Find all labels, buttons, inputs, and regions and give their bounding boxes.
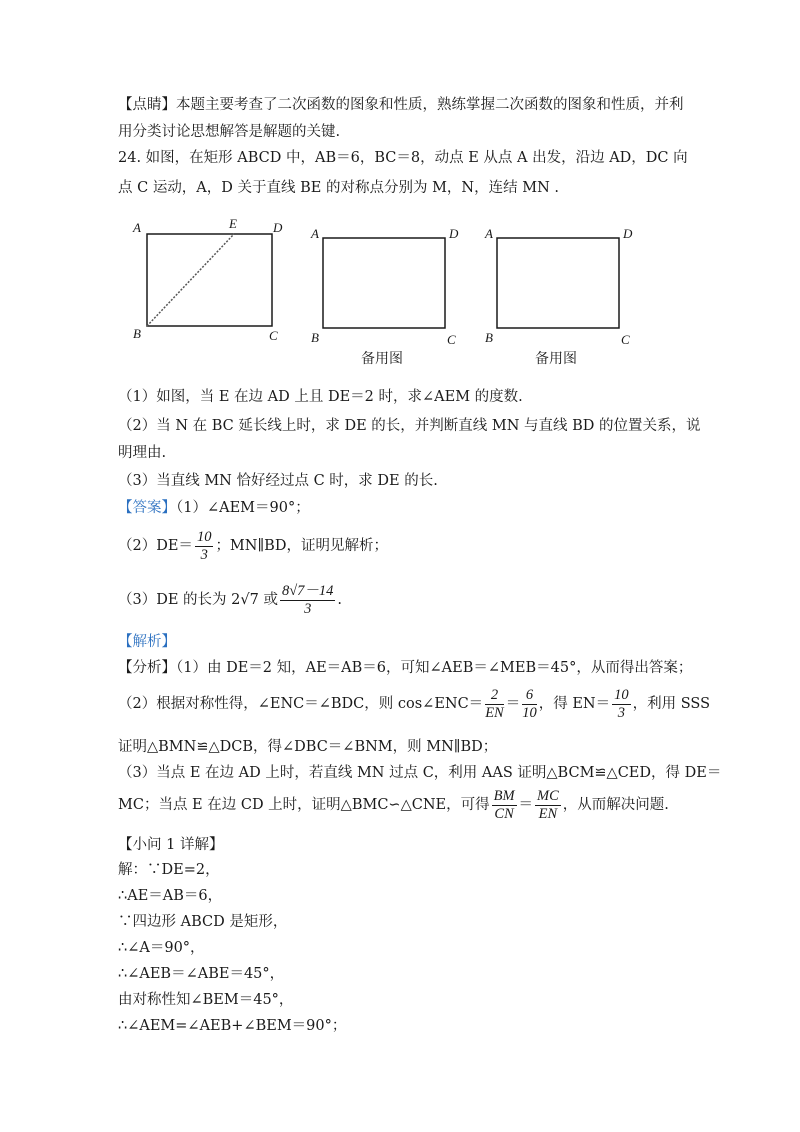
analysis-2b: 证明△BMN≌△DCB，得∠DBC＝∠BNM，则 MN∥BD； xyxy=(118,739,498,755)
figure-spare-1 xyxy=(310,226,459,367)
label-D: D xyxy=(449,226,459,241)
answer-2-suffix: ；MN∥BD，证明见解析； xyxy=(215,538,388,554)
analysis-3b: MC；当点 E 在边 CD 上时，证明△BMC∽△CNE，可得 $\frac{BM}{CN}$ ＝ $\frac{MC}{EN}$ ，从而解决问题. xyxy=(118,787,669,822)
label-A: A xyxy=(311,226,319,241)
detail-line: ∵四边形 ABCD 是矩形， xyxy=(118,914,288,930)
answer-3-prefix: （3）DE 的长为 2√7 或 xyxy=(118,592,278,608)
detail-tag: 【小问 1 详解】 xyxy=(118,837,224,853)
answer-3-fraction: $\frac{8√7-14}{3}$ xyxy=(281,582,334,617)
figure-spare-2 xyxy=(484,226,633,367)
spare-caption: 备用图 xyxy=(535,352,577,367)
problem-line-1 xyxy=(118,148,688,168)
detail-line: 由对称性知∠BEM＝45°， xyxy=(118,992,294,1008)
question-2a: （2）当 N 在 BC 延长线上时，求 DE 的长，并判断直线 MN 与直线 BD 的位置关系，说 xyxy=(118,418,701,434)
answer-3-suffix: . xyxy=(337,592,343,608)
question-1: （1）如图，当 E 在边 AD 上且 DE＝2 时，求∠AEM 的度数. xyxy=(118,389,523,405)
label-C: C xyxy=(447,332,456,347)
label-C: C xyxy=(621,332,630,347)
label-B: B xyxy=(311,330,319,345)
spare-caption: 备用图 xyxy=(361,352,403,367)
figure-main xyxy=(132,216,283,343)
problem-line-2: 点 C 运动，A，D 关于直线 BE 的对称点分别为 M，N，连结 MN . xyxy=(118,180,559,196)
question-2b: 明理由. xyxy=(118,445,167,461)
answer-line-2 xyxy=(118,526,388,566)
label-E: E xyxy=(229,216,237,231)
analysis-2: （2）根据对称性得，∠ENC＝∠BDC，则 cos∠ENC＝ $\frac{2}{EN}$ ＝ $\frac{6}{10}$ ，得 EN＝ $\frac{10}{3}$ ，利用 SSS xyxy=(118,686,711,721)
analysis-1: 【分析】（1）由 DE＝2 知，AE＝AB＝6，可知∠AEB＝∠MEB＝45°，从而得出答案； xyxy=(118,660,693,676)
answer-tag: 【答案】 xyxy=(118,500,176,516)
answer-2-fraction: $\frac{10}{3}$ xyxy=(196,528,212,563)
label-D: D xyxy=(623,226,633,241)
label-D: D xyxy=(273,220,283,235)
problem-text-1: 如图，在矩形 ABCD 中，AB＝6，BC＝8，动点 E 从点 A 出发，沿边 AD，DC 向 xyxy=(145,150,688,166)
detail-line: ∴∠A＝90°， xyxy=(118,940,205,956)
question-3: （3）当直线 MN 恰好经过点 C 时，求 DE 的长. xyxy=(118,473,438,489)
answer-1: （1）∠AEM＝90°； xyxy=(176,500,310,516)
detail-line: ∴AE＝AB＝6， xyxy=(118,888,223,904)
comment-line-2: 用分类讨论思想解答是解题的关键. xyxy=(118,124,341,140)
figures xyxy=(125,210,645,380)
label-A: A xyxy=(133,220,141,235)
problem-number: 24. xyxy=(118,150,142,166)
analysis-tag: 【解析】 xyxy=(118,634,176,650)
answer-line-3 xyxy=(118,580,342,620)
label-A: A xyxy=(485,226,493,241)
analysis-3a: （3）当点 E 在边 AD 上时，若直线 MN 过点 C，利用 AAS 证明△BCM≌△CED，得 DE＝ xyxy=(118,765,722,781)
label-B: B xyxy=(133,326,141,341)
answer-line-1 xyxy=(118,498,310,518)
answer-2-prefix: （2）DE＝ xyxy=(118,538,193,554)
detail-line: 解：∵DE=2， xyxy=(118,862,220,878)
label-B: B xyxy=(485,330,493,345)
detail-line: ∴∠AEB＝∠ABE＝45°， xyxy=(118,966,285,982)
label-C: C xyxy=(269,328,278,343)
detail-line: ∴∠AEM=∠AEB+∠BEM＝90°； xyxy=(118,1018,347,1034)
comment-line-1: 【点睛】本题主要考查了二次函数的图象和性质，熟练掌握二次函数的图象和性质，并利 xyxy=(118,97,684,113)
